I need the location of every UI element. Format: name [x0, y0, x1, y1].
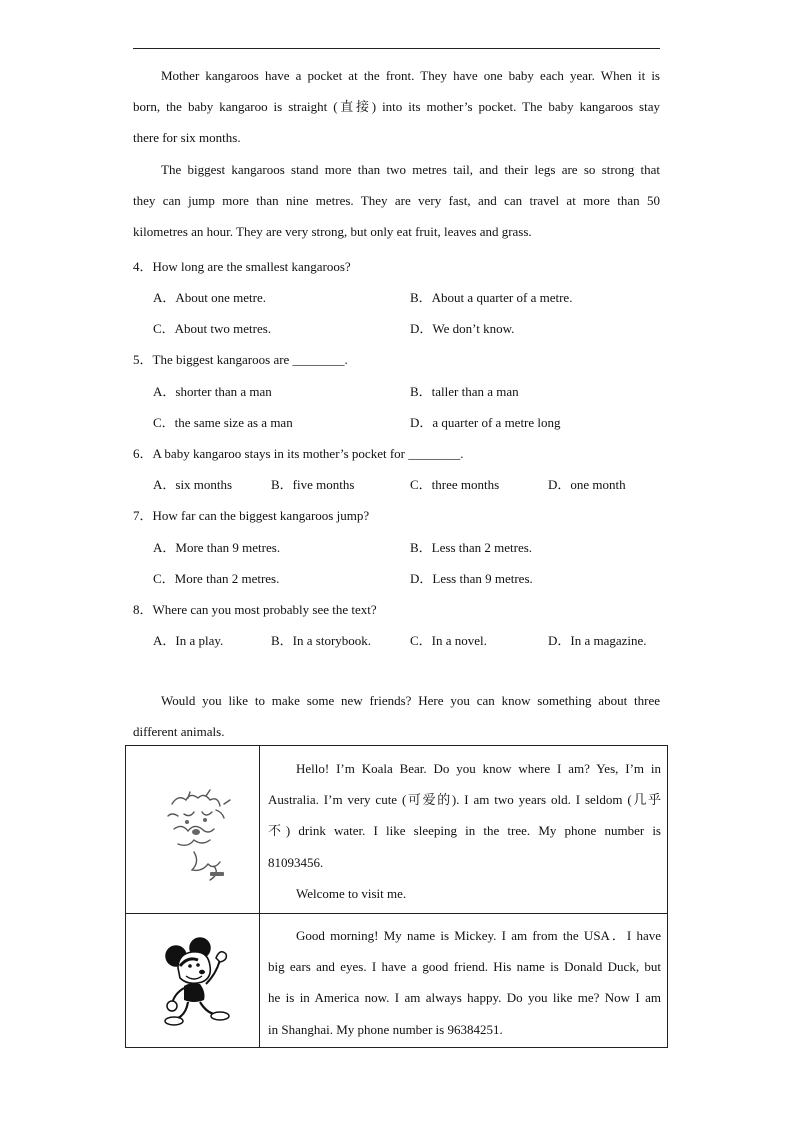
question-6-stem: 6．A baby kangaroo stays in its mother’s pocket for ________.	[133, 446, 464, 461]
q7-option-d: D．Less than 9 metres.	[410, 571, 533, 586]
text-line: Good morning! My name is Mickey. I am from the USA．I have	[296, 928, 661, 943]
q5-option-c: C．the same size as a man	[153, 415, 293, 430]
header-rule	[133, 48, 660, 49]
text-line: big ears and eyes. I have a good friend. His name is Donald Duck, but	[268, 959, 661, 975]
text-line: Australia. I’m very cute (可爱的). I am two years old. I seldom (几乎	[268, 792, 661, 808]
q8-option-d: D．In a magazine.	[548, 633, 647, 648]
q6-option-b: B．five months	[271, 477, 355, 492]
q5-option-a: A．shorter than a man	[153, 384, 272, 399]
text-line: 不) drink water. I like sleeping in the tree. My phone number is	[268, 823, 661, 839]
passage2-intro	[133, 685, 660, 747]
text-line: Welcome to visit me.	[296, 885, 407, 901]
question-4-stem: 4．How long are the smallest kangaroos?	[133, 259, 351, 274]
table-column-divider	[259, 746, 260, 1047]
q5-option-b: B．taller than a man	[410, 384, 519, 399]
table-row-divider	[126, 913, 667, 914]
q7-option-a: A．More than 9 metres.	[153, 540, 281, 555]
q8-option-c: C．In a novel.	[410, 633, 487, 648]
q7-option-b: B．Less than 2 metres.	[410, 540, 533, 555]
text-line: The biggest kangaroos stand more than two metres tail, and their legs are so strong that	[161, 162, 660, 177]
question-8-stem: 8．Where can you most probably see the text?	[133, 602, 377, 617]
q6-option-d: D．one month	[548, 477, 626, 492]
mickey-description	[268, 920, 661, 1045]
koala-picture	[154, 774, 249, 884]
text-line: they can jump more than nine metres. They are very fast, and can travel at more than 50	[133, 193, 660, 209]
text-line: Hello! I’m Koala Bear. Do you know where I am? Yes, I’m in	[296, 761, 661, 776]
text-line: different animals.	[133, 724, 225, 740]
text-line: 81093456.	[268, 854, 324, 870]
question-7-stem: 7．How far can the biggest kangaroos jump?	[133, 508, 370, 523]
q6-option-c: C．three months	[410, 477, 500, 492]
q7-option-c: C．More than 2 metres.	[153, 571, 280, 586]
q8-option-a: A．In a play.	[153, 633, 224, 648]
q6-option-a: A．six months	[153, 477, 233, 492]
text-line: he is in America now. I am always happy. Do you like me? Now I am	[268, 990, 661, 1006]
text-line: in Shanghai. My phone number is 96384251.	[268, 1021, 503, 1037]
q4-option-d: D．We don’t know.	[410, 321, 515, 336]
q5-option-d: D．a quarter of a metre long	[410, 415, 561, 430]
passage-paragraph-2	[133, 154, 660, 248]
passage-paragraph-1	[133, 60, 660, 154]
q4-option-c: C．About two metres.	[153, 321, 272, 336]
text-line: born, the baby kangaroo is straight (直接) into its mother’s pocket. The baby kangaroos stay	[133, 99, 660, 115]
koala-sketch-icon	[154, 774, 249, 884]
q8-option-b: B．In a storybook.	[271, 633, 372, 648]
text-line: there for six months.	[133, 130, 241, 146]
animal-table	[125, 745, 668, 1048]
question-5-stem: 5．The biggest kangaroos are ________.	[133, 352, 348, 367]
text-line: Mother kangaroos have a pocket at the front. They have one baby each year. When it is	[161, 68, 660, 83]
q4-option-b: B．About a quarter of a metre.	[410, 290, 573, 305]
koala-description	[268, 753, 661, 909]
mickey-picture	[162, 936, 242, 1031]
text-line: kilometres an hour. They are very strong, but only eat fruit, leaves and grass.	[133, 224, 532, 240]
mickey-mouse-icon	[162, 936, 242, 1031]
text-line: Would you like to make some new friends? Here you can know something about three	[161, 693, 660, 708]
q4-option-a: A．About one metre.	[153, 290, 267, 305]
